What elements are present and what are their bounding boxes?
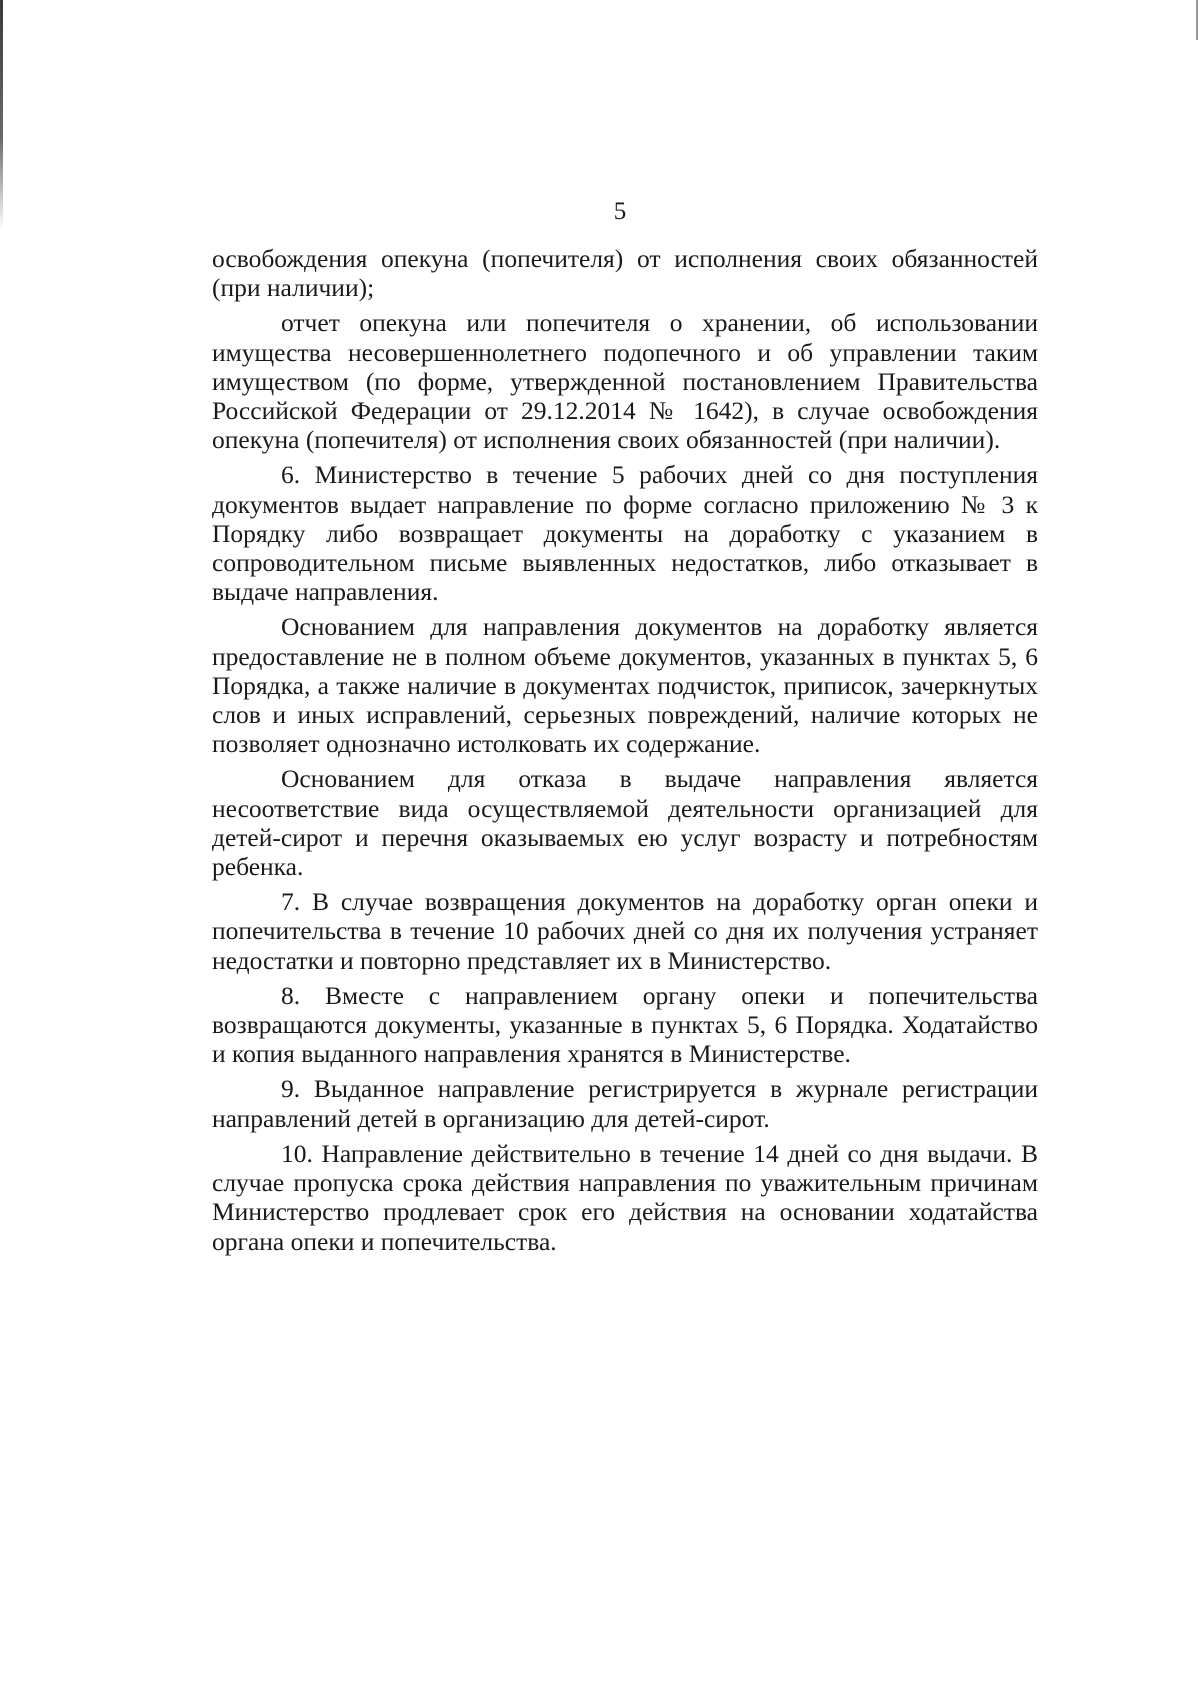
document-body xyxy=(212,244,1038,1262)
paragraph-item-6: 6. Министерство в течение 5 рабочих дней со дня поступления документов выдает направление по форме согласно приложению № 3 к Порядку либо возвращает документы на доработку с указанием в сопроводительном письме выявленных недостатков, либо отказывает в выдаче направления. xyxy=(212,460,1038,607)
paragraph-continuation: освобождения опекуна (попечителя) от исполнения своих обязанностей (при наличии); xyxy=(212,244,1038,303)
paragraph-item-8: 8. Вместе с направлением органу опеки и попечительства возвращаются документы, указанные в пунктах 5, 6 Порядка. Ходатайство и копия выданного направления хранятся в Министерстве. xyxy=(212,980,1038,1069)
paragraph-return-grounds: Основанием для направления документов на доработку является предоставление не в полном объеме документов, указанных в пунктах 5, 6 Порядка, а также наличие в документах подчисток, приписок, зачеркнутых слов и иных исправлений, серьезных повреждений, наличие которых не позволяет однозначно истолковать их содержание. xyxy=(212,612,1038,759)
paragraph-item-7: 7. В случае возвращения документов на доработку орган опеки и попечительства в течение 10 рабочих дней со дня их получения устраняет недостатки и повторно представляет их в Министерство. xyxy=(212,887,1038,975)
page-number: 5 xyxy=(613,198,627,225)
paragraph-guardian-report: отчет опекуна или попечителя о хранении, об использовании имущества несовершеннолетнего подопечного и об управлении таким имуществом (по форме, утвержденной постановлением Правительства Российской Федерации от 29.12.2014 № 1642), в случае освобождения опекуна (попечителя) от исполнения своих обязанностей (при наличии). xyxy=(212,308,1038,455)
paragraph-item-10: 10. Направление действительно в течение 14 дней со дня выдачи. В случае пропуска срока действия направления по уважительным причинам Министерство продлевает срок его действия на основании ходатайства органа опеки и попечительства. xyxy=(212,1138,1038,1256)
paragraph-item-9: 9. Выданное направление регистрируется в журнале регистрации направлений детей в организацию для детей-сирот. xyxy=(212,1074,1038,1133)
scan-edge-right xyxy=(1196,0,1198,40)
scan-edge-left xyxy=(0,0,3,230)
paragraph-refusal-grounds: Основанием для отказа в выдаче направления является несоответствие вида осуществляемой деятельности организацией для детей-сирот и перечня оказываемых ею услуг возрасту и потребностям ребенка. xyxy=(212,764,1038,882)
